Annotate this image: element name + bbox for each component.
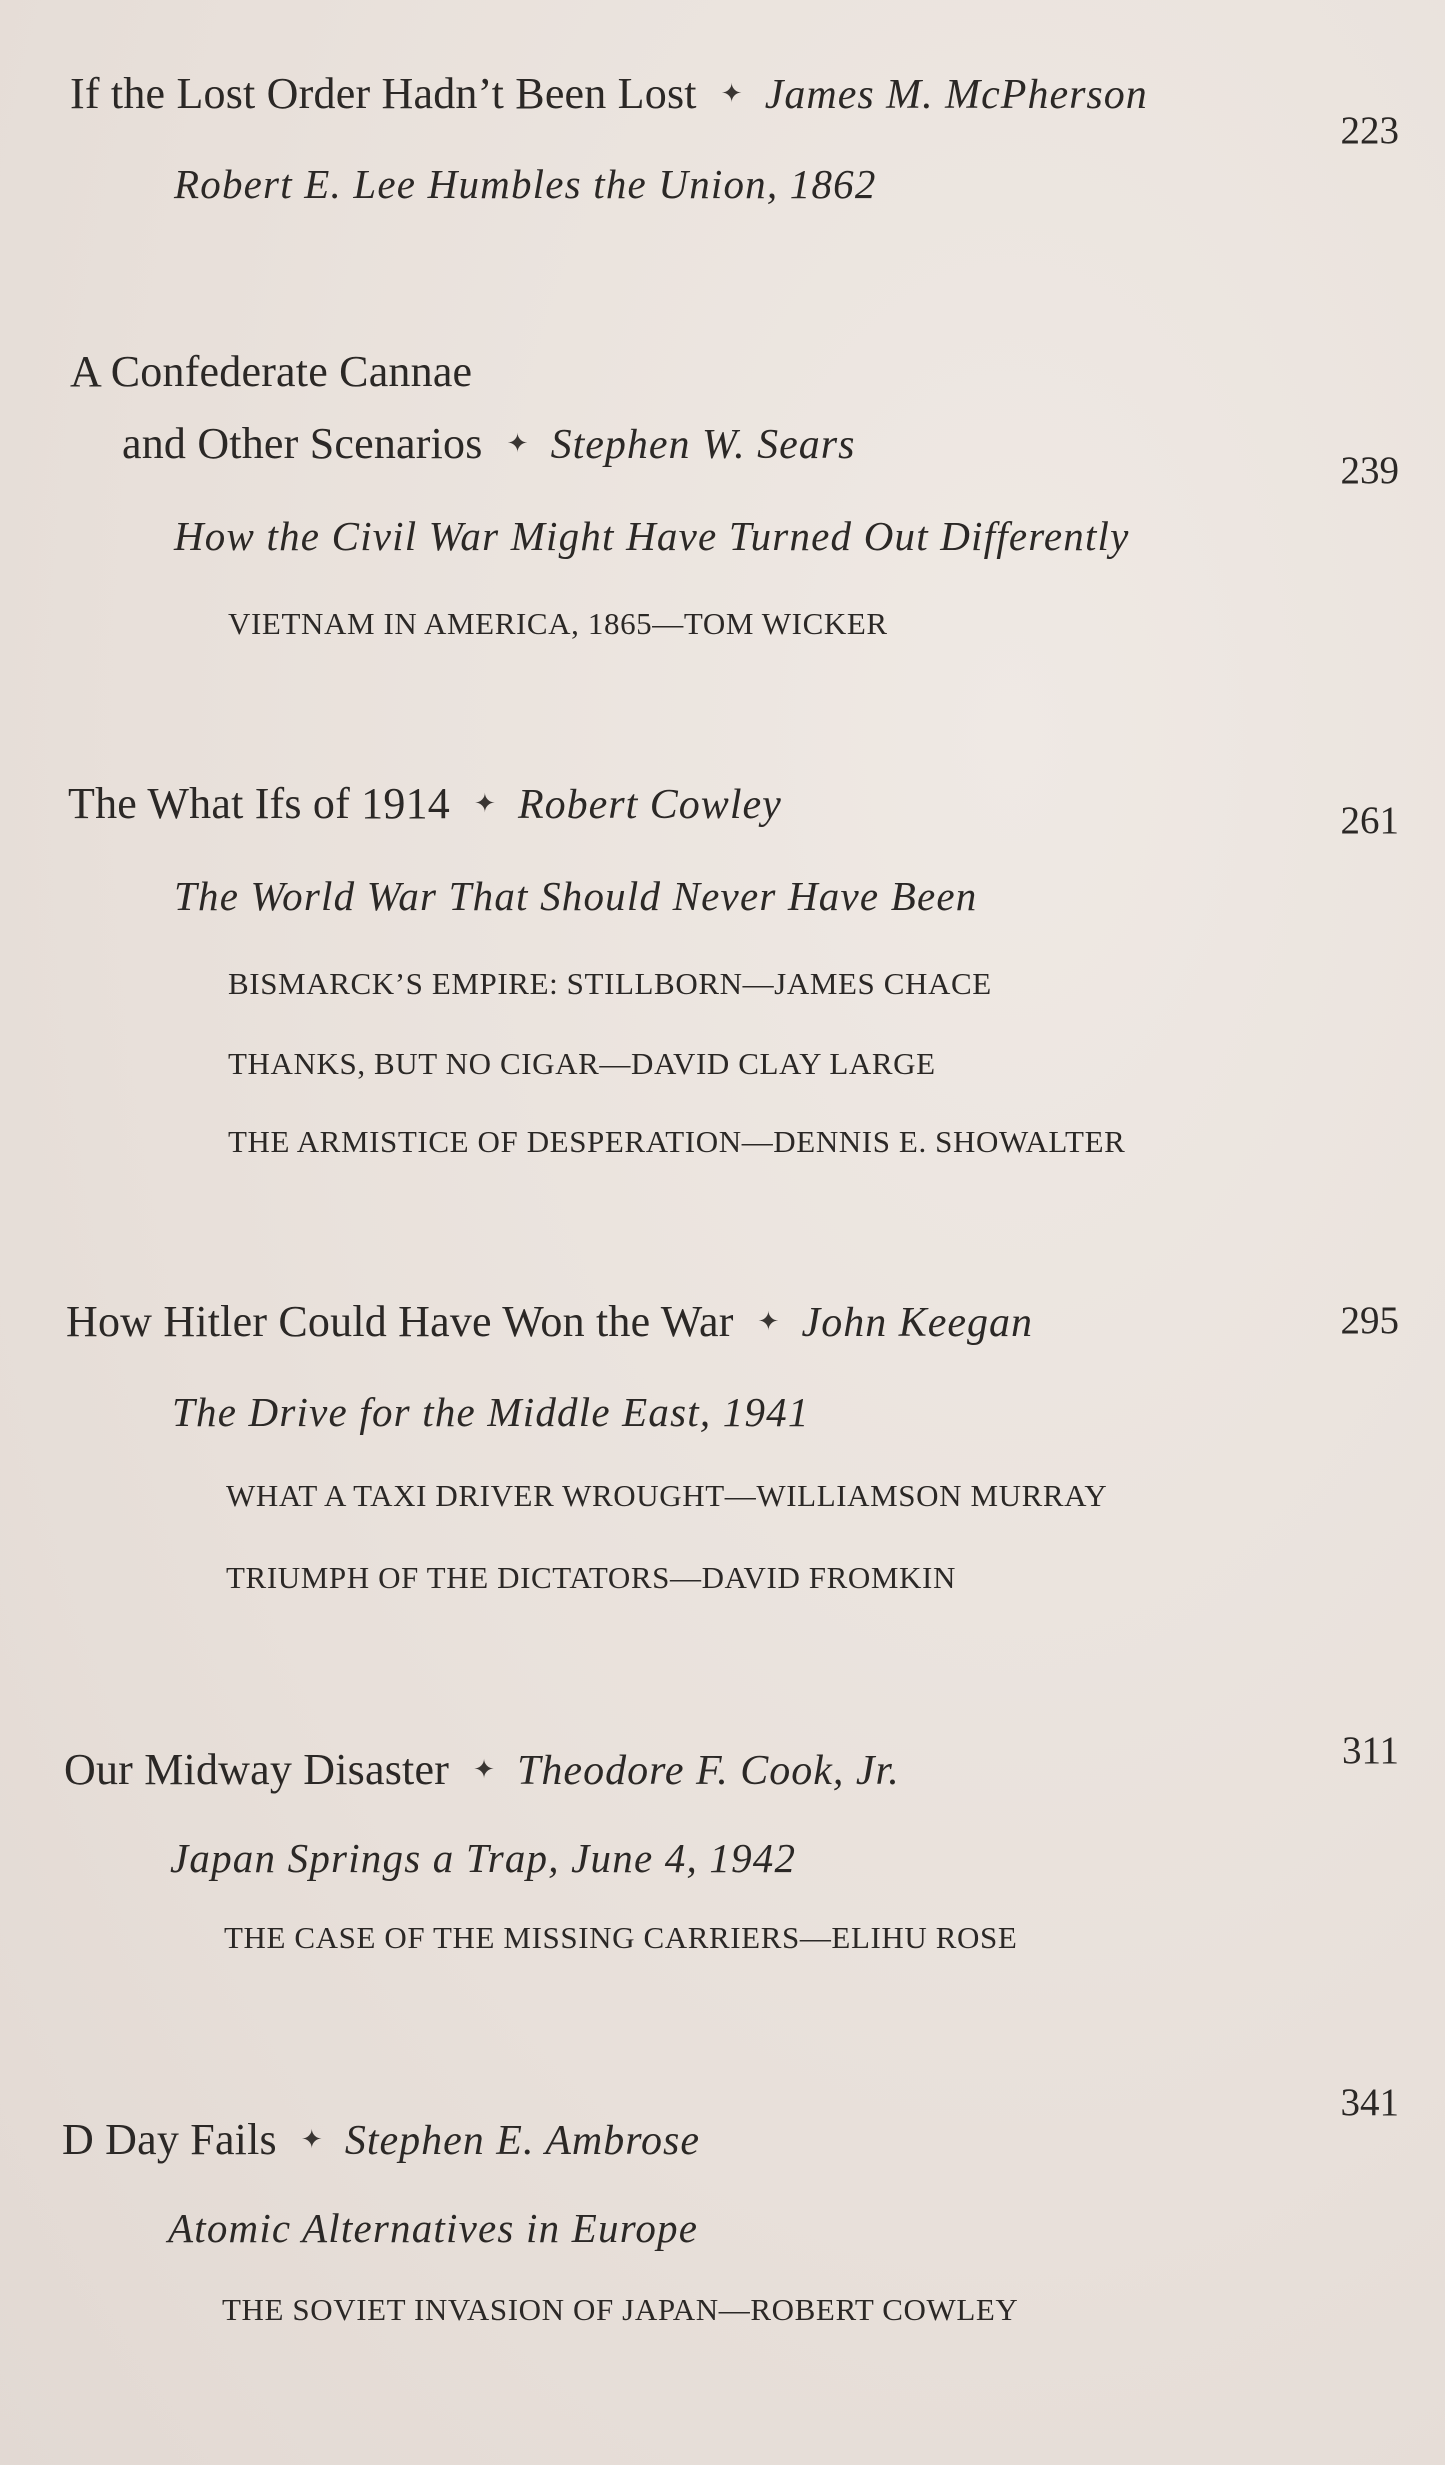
entry-sidebar: THE SOVIET INVASION OF JAPAN—ROBERT COWLEY — [222, 2292, 1019, 2327]
separator-diamond-icon: ✦ — [300, 2125, 323, 2154]
entry-sidebar: VIETNAM IN AMERICA, 1865—TOM WICKER — [228, 606, 888, 641]
entry-title-continued: and Other Scenarios — [122, 419, 483, 468]
entry-title: D Day Fails — [62, 2115, 277, 2164]
entry-title: How Hitler Could Have Won the War — [66, 1297, 734, 1346]
entry-subtitle: Robert E. Lee Humbles the Union, 1862 — [174, 161, 877, 207]
entry-title-line — [66, 1296, 1033, 1347]
entry-title: A Confederate Cannae — [70, 347, 473, 396]
entry-title: Our Midway Disaster — [64, 1745, 450, 1794]
entry-title-line — [122, 418, 856, 469]
entry-sidebar: BISMARCK’S EMPIRE: STILLBORN—JAMES CHACE — [228, 966, 992, 1001]
entry-title: The What Ifs of 1914 — [68, 779, 450, 828]
entry-subtitle: How the Civil War Might Have Turned Out Differently — [174, 513, 1130, 559]
separator-diamond-icon: ✦ — [757, 1307, 780, 1336]
entry-sidebar: TRIUMPH OF THE DICTATORS—DAVID FROMKIN — [226, 1560, 956, 1595]
entry-page-number: 223 — [1340, 109, 1399, 152]
entry-subtitle: Atomic Alternatives in Europe — [168, 2205, 699, 2251]
entry-author: Stephen W. Sears — [550, 422, 856, 468]
entry-author: Robert Cowley — [517, 782, 782, 828]
entry-page-number: 341 — [1340, 2081, 1399, 2124]
entry-title-line — [62, 2114, 700, 2165]
entry-title-line — [70, 68, 1148, 119]
entry-sidebar: THE CASE OF THE MISSING CARRIERS—ELIHU ROSE — [224, 1920, 1018, 1955]
entry-title: If the Lost Order Hadn’t Been Lost — [70, 69, 697, 118]
entry-subtitle: The Drive for the Middle East, 1941 — [172, 1389, 810, 1435]
entry-title-line — [68, 778, 782, 829]
entry-page-number: 239 — [1340, 449, 1399, 492]
entry-author: James M. McPherson — [764, 72, 1148, 118]
entry-subtitle: The World War That Should Never Have Been — [174, 873, 978, 919]
entry-page-number: 311 — [1341, 1729, 1399, 1772]
separator-diamond-icon: ✦ — [506, 429, 529, 458]
separator-diamond-icon: ✦ — [473, 789, 496, 818]
entry-page-number: 261 — [1340, 799, 1399, 842]
separator-diamond-icon: ✦ — [720, 79, 743, 108]
entry-sidebar: WHAT A TAXI DRIVER WROUGHT—WILLIAMSON MURRAY — [226, 1478, 1108, 1513]
entry-sidebar: THANKS, BUT NO CIGAR—DAVID CLAY LARGE — [228, 1046, 936, 1081]
entry-subtitle: Japan Springs a Trap, June 4, 1942 — [170, 1835, 797, 1881]
separator-diamond-icon: ✦ — [473, 1755, 496, 1784]
entry-author: Theodore F. Cook, Jr. — [517, 1748, 900, 1794]
entry-author: John Keegan — [801, 1300, 1033, 1346]
entry-title-line — [64, 1744, 900, 1795]
entry-author: Stephen E. Ambrose — [344, 2118, 700, 2164]
entry-sidebar: THE ARMISTICE OF DESPERATION—DENNIS E. SHOWALTER — [228, 1124, 1126, 1159]
entry-page-number: 295 — [1340, 1299, 1399, 1342]
